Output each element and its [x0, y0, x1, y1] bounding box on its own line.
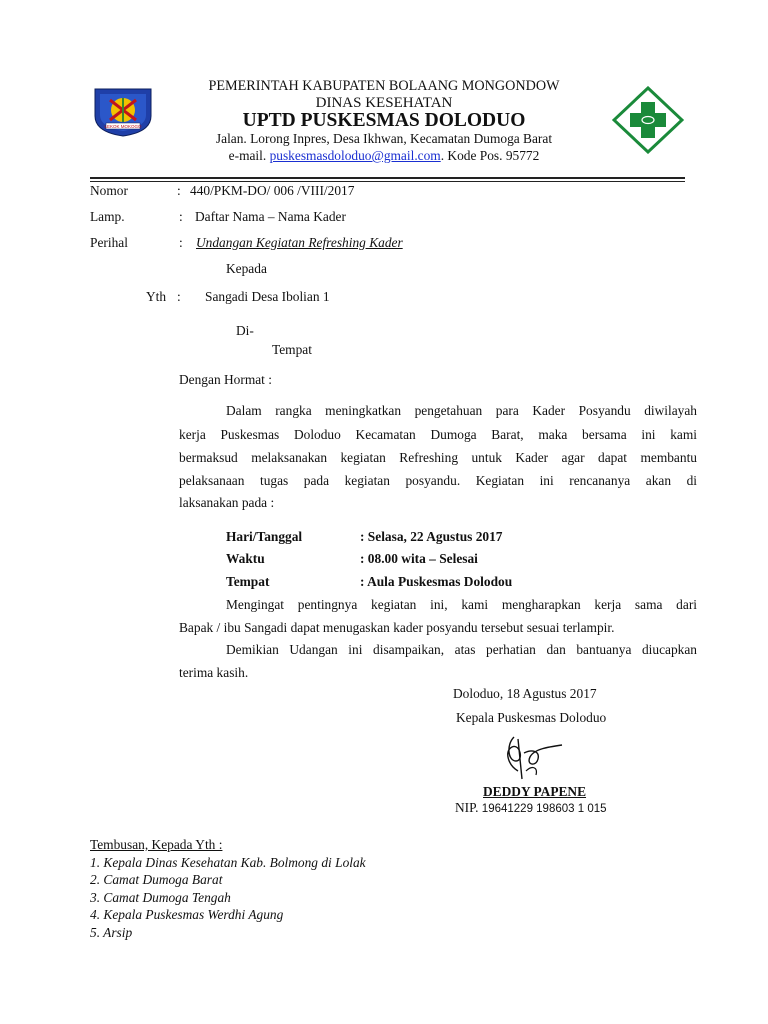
perihal-value: Undangan Kegiatan Refreshing Kader — [196, 235, 403, 250]
tempat-label: Tempat — [272, 342, 312, 357]
svg-text:LEKOK MOKOGO: LEKOK MOKOGO — [104, 124, 142, 129]
yth-label: Yth — [146, 289, 167, 304]
letterhead-address: Jalan. Lorong Inpres, Desa Ikhwan, Kecamatan Dumoga Barat — [215, 131, 553, 146]
lamp-label: Lamp. — [90, 209, 125, 224]
detail-label-time: Waktu — [226, 551, 265, 566]
detail-value-place: : Aula Puskesmas Dolodou — [360, 574, 513, 589]
p2-line-1: Mengingat pentingnya kegiatan ini, kami mengharapkan kerja sama dari — [226, 597, 697, 612]
detail-value-date: : Selasa, 22 Agustus 2017 — [360, 529, 503, 544]
p2-line-2: Bapak / ibu Sangadi dapat menugaskan kader posyandu tersebut sesuai terlampir. — [179, 620, 615, 635]
nomor-value: 440/PKM-DO/ 006 /VIII/2017 — [190, 183, 355, 198]
p1-line-4: pelaksanaan tugas pada kegiatan posyandu. Kegiatan ini rencananya akan di — [179, 473, 697, 488]
p1-line-5: laksanakan pada : — [179, 495, 275, 510]
lamp-colon: : — [179, 209, 183, 224]
recipient-name: Sangadi Desa Ibolian 1 — [205, 289, 330, 304]
di-label: Di- — [236, 323, 254, 338]
p1-line-2: kerja Puskesmas Doloduo Kecamatan Dumoga Barat, maka bersama ini kami — [179, 427, 697, 442]
letterhead-contact — [0, 148, 768, 164]
email-link[interactable]: puskesmasdoloduo@gmail.com — [269, 148, 441, 163]
greeting: Dengan Hormat : — [179, 372, 272, 387]
perihal-colon: : — [179, 235, 183, 250]
signatory-name: DEDDY PAPENE — [483, 784, 587, 799]
cc-item-3: 3. Camat Dumoga Tengah — [90, 890, 231, 905]
detail-label-place: Tempat — [226, 574, 270, 589]
perihal-label: Perihal — [90, 235, 128, 250]
postal-code: . Kode Pos. 95772 — [440, 148, 540, 163]
cc-item-5: 5. Arsip — [90, 925, 133, 940]
handwritten-signature — [496, 731, 570, 783]
nomor-label: Nomor — [90, 183, 128, 198]
place-date: Doloduo, 18 Agustus 2017 — [453, 686, 597, 701]
cc-item-2: 2. Camat Dumoga Barat — [90, 872, 223, 887]
cc-item-4: 4. Kepala Puskesmas Werdhi Agung — [90, 907, 284, 922]
lamp-value: Daftar Nama – Nama Kader — [195, 209, 346, 224]
letterhead-department: DINAS KESEHATAN — [315, 95, 453, 111]
nip-label: NIP. — [455, 800, 482, 815]
p1-line-3: bermaksud melaksanakan kegiatan Refreshing untuk Kader agar dapat membantu — [179, 450, 697, 465]
cc-item-1: 1. Kepala Dinas Kesehatan Kab. Bolmong di Lolak — [90, 855, 366, 870]
signatory-title: Kepala Puskesmas Doloduo — [456, 710, 607, 725]
cc-heading: Tembusan, Kepada Yth : — [90, 837, 223, 852]
email-prefix: e-mail. — [228, 148, 270, 163]
p3-line-2: terima kasih. — [179, 665, 249, 680]
p1-line-1: Dalam rangka meningkatkan pengetahuan para Kader Posyandu diwilayah — [226, 403, 697, 418]
yth-colon: : — [177, 289, 181, 304]
nip-value: 19641229 198603 1 015 — [481, 803, 607, 815]
p3-line-1: Demikian Udangan ini disampaikan, atas perhatian dan bantuanya diucapkan — [226, 642, 697, 657]
letterhead-rule-thin — [90, 181, 685, 182]
detail-value-time: : 08.00 wita – Selesai — [360, 551, 478, 566]
nomor-colon: : — [177, 183, 181, 198]
letterhead-government: PEMERINTAH KABUPATEN BOLAANG MONGONDOW — [208, 78, 560, 94]
detail-label-date: Hari/Tanggal — [226, 529, 303, 544]
letterhead-rule-thick — [90, 177, 685, 179]
signatory-nip — [455, 800, 607, 816]
letterhead-institution: UPTD PUSKESMAS DOLODUO — [242, 110, 526, 131]
kepada-label: Kepada — [226, 261, 267, 276]
